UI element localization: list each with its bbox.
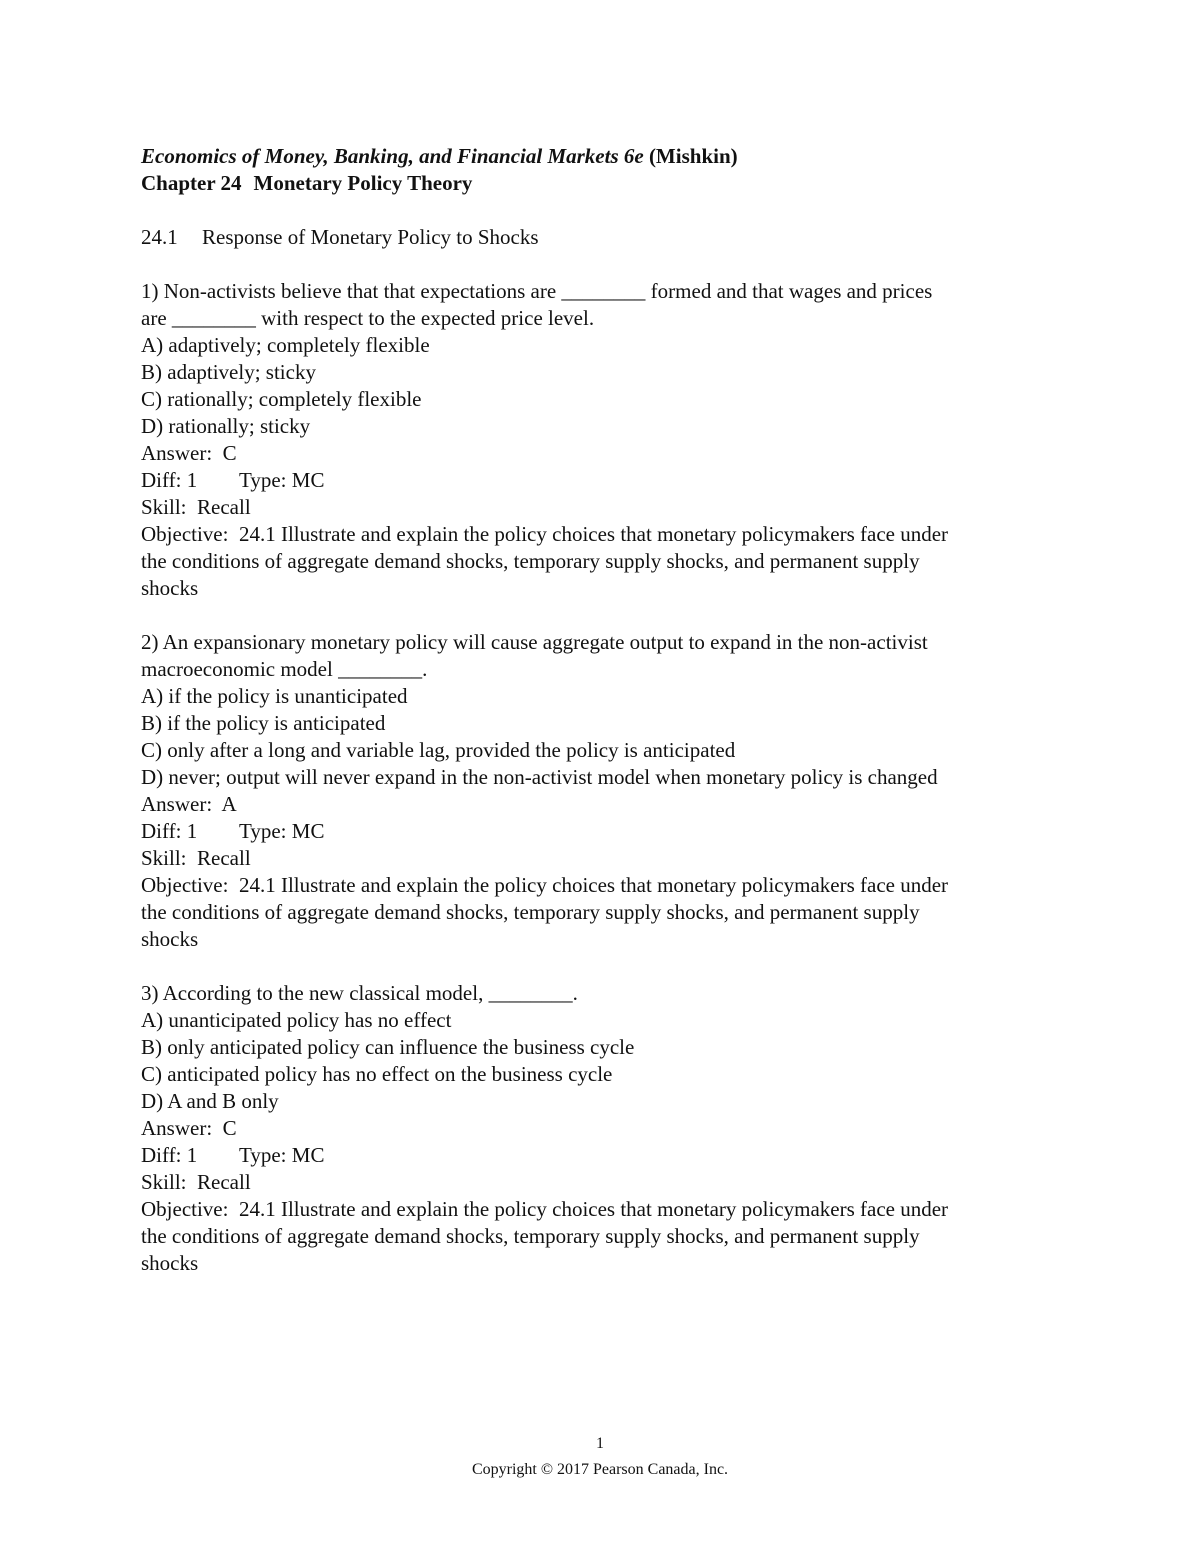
answer-option-a: A) adaptively; completely flexible [141, 333, 430, 357]
skill: Skill: Recall [141, 495, 251, 519]
objective-line: the conditions of aggregate demand shocks, temporary supply shocks, and permanent supply [141, 1224, 920, 1248]
question-type: Type: MC [239, 468, 325, 492]
chapter-heading [141, 170, 1071, 197]
objective-line: Objective: 24.1 Illustrate and explain the policy choices that monetary policymakers face under [141, 522, 949, 546]
copyright-notice: Copyright © 2017 Pearson Canada, Inc. [471, 1461, 729, 1478]
answer-option-c: C) rationally; completely flexible [141, 387, 422, 411]
answer-option-d: D) never; output will never expand in the non-activist model when monetary policy is changed [141, 765, 938, 789]
difficulty: Diff: 1 [141, 468, 198, 492]
book-author: (Mishkin) [648, 144, 738, 168]
chapter-title: Monetary Policy Theory [253, 171, 473, 195]
answer-option-b: B) only anticipated policy can influence the business cycle [141, 1035, 635, 1059]
answer-option-b: B) adaptively; sticky [141, 360, 316, 384]
question-1 [141, 278, 1071, 602]
question-stem-line: macroeconomic model ________. [141, 657, 428, 681]
book-title: Economics of Money, Banking, and Financial Markets 6e [141, 144, 644, 168]
difficulty: Diff: 1 [141, 819, 198, 843]
answer-option-c: C) anticipated policy has no effect on the business cycle [141, 1062, 613, 1086]
page-number: 1 [596, 1435, 604, 1452]
question-stem-line: 2) An expansionary monetary policy will cause aggregate output to expand in the non-activist [141, 630, 928, 654]
question-type: Type: MC [239, 1143, 325, 1167]
answer-option-b: B) if the policy is anticipated [141, 711, 386, 735]
section-title: Response of Monetary Policy to Shocks [202, 225, 539, 249]
answer-option-a: A) if the policy is unanticipated [141, 684, 408, 708]
objective-line: the conditions of aggregate demand shocks, temporary supply shocks, and permanent supply [141, 549, 920, 573]
answer-option-d: D) rationally; sticky [141, 414, 311, 438]
skill: Skill: Recall [141, 846, 251, 870]
objective-line: Objective: 24.1 Illustrate and explain the policy choices that monetary policymakers face under [141, 873, 949, 897]
difficulty: Diff: 1 [141, 1143, 198, 1167]
skill: Skill: Recall [141, 1170, 251, 1194]
answer-option-a: A) unanticipated policy has no effect [141, 1008, 452, 1032]
question-type: Type: MC [239, 819, 325, 843]
difficulty-type-row [141, 818, 1071, 845]
question-2 [141, 629, 1071, 953]
answer-key: Answer: A [141, 792, 237, 816]
question-stem-line: 3) According to the new classical model, ________. [141, 981, 578, 1005]
document-body [141, 143, 1071, 1277]
book-title-line [141, 143, 1071, 170]
objective-line: Objective: 24.1 Illustrate and explain the policy choices that monetary policymakers face under [141, 1197, 949, 1221]
difficulty-type-row [141, 467, 1071, 494]
objective-line: shocks [141, 1251, 199, 1275]
section-number: 24.1 [141, 225, 178, 249]
answer-key: Answer: C [141, 441, 237, 465]
answer-option-c: C) only after a long and variable lag, provided the policy is anticipated [141, 738, 736, 762]
objective-line: shocks [141, 927, 199, 951]
question-stem-line: are ________ with respect to the expected price level. [141, 306, 595, 330]
difficulty-type-row [141, 1142, 1071, 1169]
objective-line: shocks [141, 576, 199, 600]
section-heading [141, 224, 1071, 251]
answer-option-d: D) A and B only [141, 1089, 279, 1113]
objective-line: the conditions of aggregate demand shocks, temporary supply shocks, and permanent supply [141, 900, 920, 924]
question-stem-line: 1) Non-activists believe that that expectations are ________ formed and that wages and prices [141, 279, 933, 303]
answer-key: Answer: C [141, 1116, 237, 1140]
question-3 [141, 980, 1071, 1277]
chapter-label: Chapter 24 [141, 171, 242, 195]
